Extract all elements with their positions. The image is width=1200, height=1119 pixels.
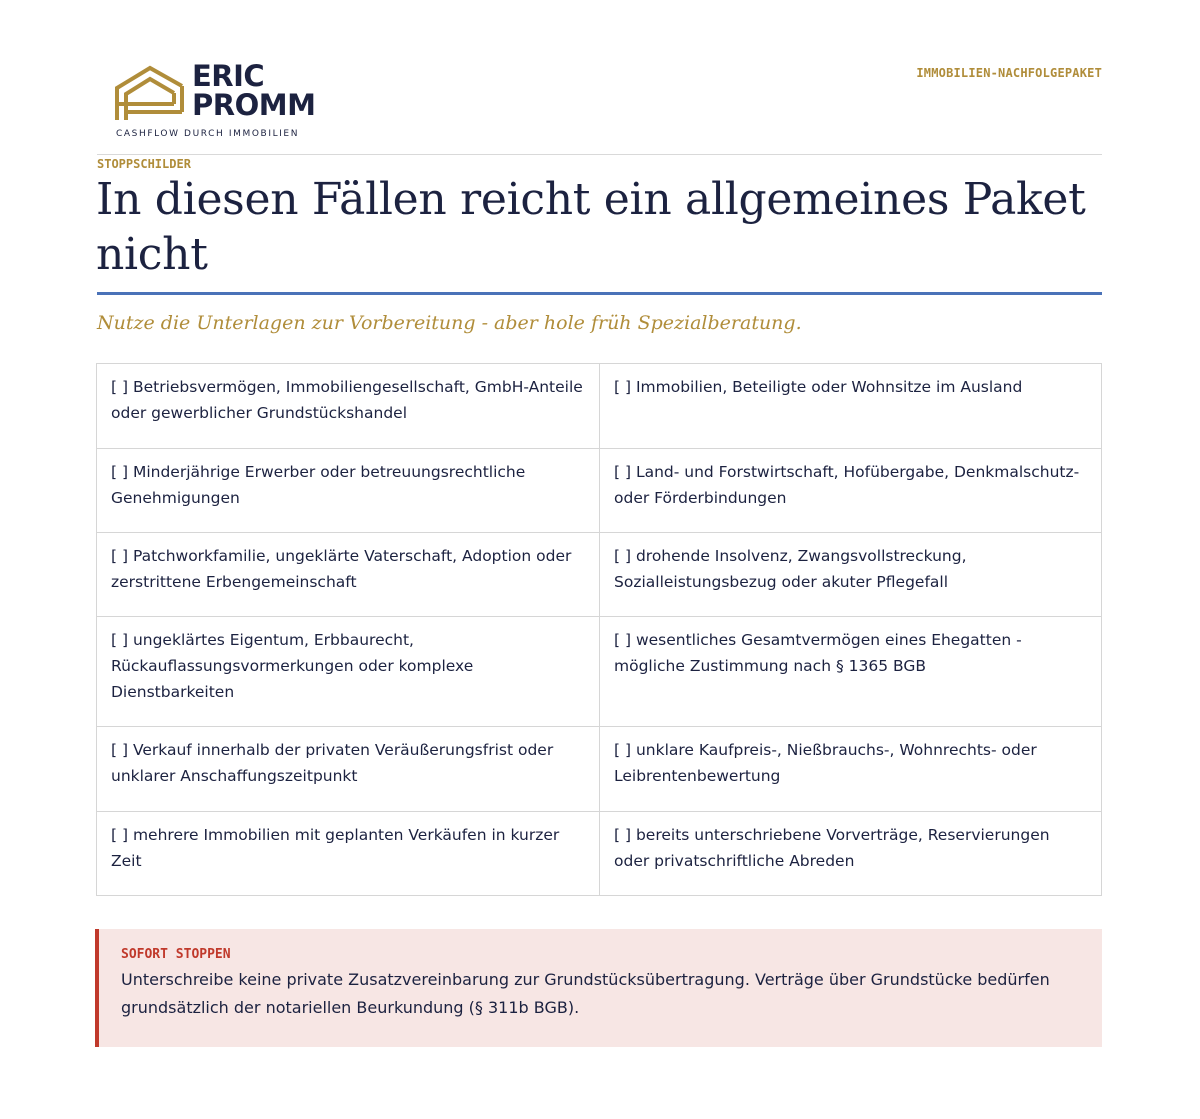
checklist-item: [ ] Land- und Forstwirtschaft, Hofübergabe, Denkmalschutz- oder Förderbindungen [600, 449, 1102, 533]
house-logo-icon [114, 64, 184, 122]
section-eyebrow: STOPPSCHILDER [97, 157, 191, 171]
page-title: In diesen Fällen reicht ein allgemeines Paket nicht [96, 174, 1086, 280]
checklist-item: [ ] ungeklärtes Eigentum, Erbbaurecht, Rückauflassungsvormerkungen oder komplexe Dienstbarkeiten [97, 617, 600, 727]
logo-line-2: PROMM [192, 88, 316, 122]
package-label: IMMOBILIEN-NACHFOLGEPAKET [916, 66, 1102, 80]
checklist-row [97, 727, 1102, 812]
checklist-row [97, 617, 1102, 727]
stop-alert-box [95, 929, 1102, 1047]
checklist-row [97, 364, 1102, 449]
checklist-row [97, 449, 1102, 533]
checklist-item: [ ] mehrere Immobilien mit geplanten Verkäufen in kurzer Zeit [97, 812, 600, 896]
checklist-item: [ ] Minderjährige Erwerber oder betreuungsrechtliche Genehmigungen [97, 449, 600, 533]
checklist-item: [ ] Patchworkfamilie, ungeklärte Vaterschaft, Adoption oder zerstrittene Erbengemeinschaft [97, 533, 600, 617]
checklist-item: [ ] bereits unterschriebene Vorverträge, Reservierungen oder privatschriftliche Abreden [600, 812, 1102, 896]
checklist-item: [ ] wesentliches Gesamtvermögen eines Ehegatten - mögliche Zustimmung nach § 1365 BGB [600, 617, 1102, 727]
title-underline [97, 292, 1102, 295]
page-subtitle: Nutze die Unterlagen zur Vorbereitung - aber hole früh Spezialberatung. [97, 312, 802, 334]
company-logo [114, 59, 320, 142]
header-divider [97, 154, 1102, 155]
logo-wordmark [192, 59, 316, 122]
logo-line-1: ERIC [192, 59, 265, 93]
logo-tagline: CASHFLOW DURCH IMMOBILIEN [116, 129, 300, 139]
checklist-item: [ ] Betriebsvermögen, Immobiliengesellschaft, GmbH-Anteile oder gewerblicher Grundstückshandel [97, 364, 600, 449]
stop-sign-checklist [96, 363, 1102, 896]
alert-text: Unterschreibe keine private Zusatzvereinbarung zur Grundstücksübertragung. Verträge über Grundstücke bedürfen grundsätzlich der notariellen Beurkundung (§ 311b BGB). [121, 970, 1050, 1017]
checklist-item: [ ] unklare Kaufpreis-, Nießbrauchs-, Wohnrechts- oder Leibrentenbewertung [600, 727, 1102, 812]
checklist-item: [ ] Verkauf innerhalb der privaten Veräußerungsfrist oder unklarer Anschaffungszeitpunkt [97, 727, 600, 812]
checklist-item: [ ] drohende Insolvenz, Zwangsvollstreckung, Sozialleistungsbezug oder akuter Pflegefall [600, 533, 1102, 617]
checklist-row [97, 533, 1102, 617]
checklist-item: [ ] Immobilien, Beteiligte oder Wohnsitze im Ausland [600, 364, 1102, 449]
alert-title: SOFORT STOPPEN [121, 947, 231, 962]
checklist-row [97, 812, 1102, 896]
